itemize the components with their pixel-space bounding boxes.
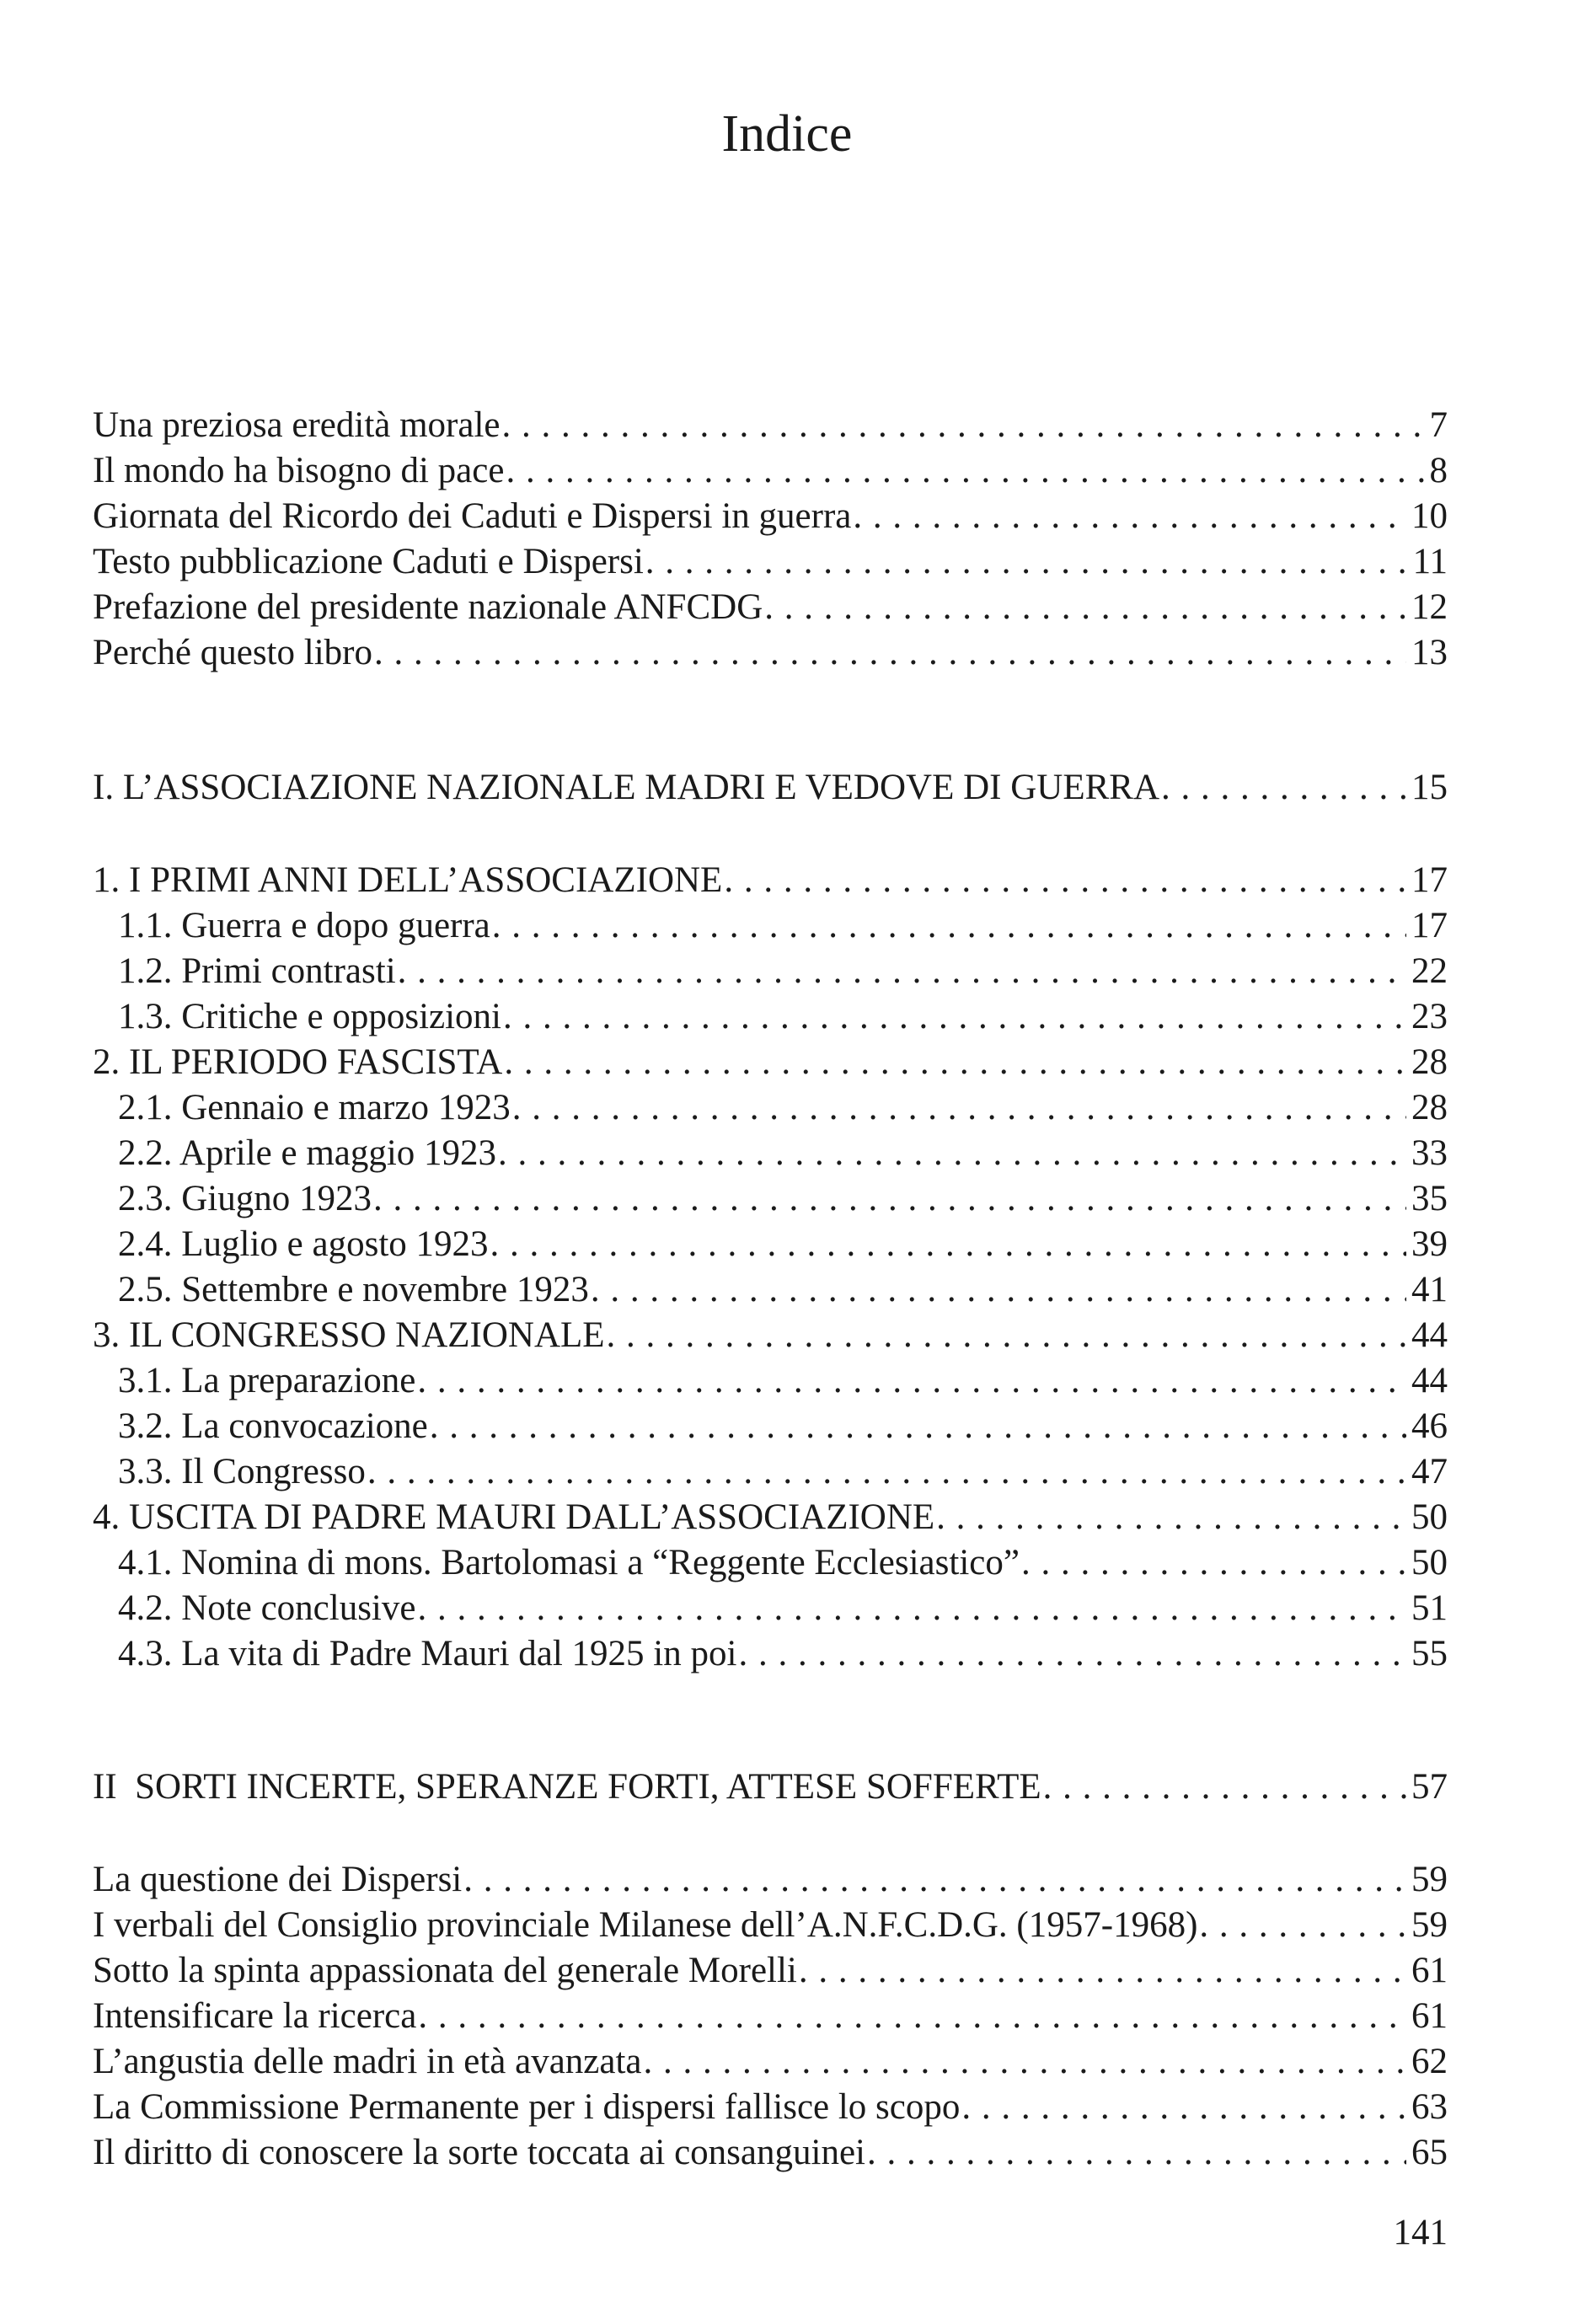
leader-dots <box>1199 1903 1406 1948</box>
toc-subsection <box>93 1404 1448 1449</box>
toc-entry-page: 46 <box>1411 1406 1448 1446</box>
toc-entry-page: 44 <box>1411 1315 1448 1355</box>
toc-subsection <box>93 1176 1448 1222</box>
toc-entry-title: 2.2. Aprile e maggio 1923 <box>118 1133 497 1173</box>
toc-entry-title: 4.1. Nomina di mons. Bartolomasi a “Reggente Ecclesiastico” <box>118 1543 1020 1582</box>
toc-entry-title: 2.5. Settembre e novembre 1923 <box>118 1270 589 1309</box>
toc-entry-title: II SORTI INCERTE, SPERANZE FORTI, ATTESE SOFFERTE <box>93 1767 1041 1807</box>
toc-entry-title: 4.3. La vita di Padre Mauri dal 1925 in poi <box>118 1634 737 1673</box>
leader-dots <box>961 2085 1406 2130</box>
toc-entry <box>93 1903 1448 1948</box>
toc-entry <box>93 1857 1448 1903</box>
leader-dots <box>374 630 1406 676</box>
toc-entry-page: 15 <box>1411 768 1448 807</box>
toc-entry-title: Giornata del Ricordo dei Caduti e Dispersi in guerra <box>93 496 852 536</box>
toc-part-heading <box>93 765 1448 811</box>
toc-entry-title: L’angustia delle madri in età avanzata <box>93 2042 642 2081</box>
leader-dots <box>417 1586 1406 1631</box>
toc-entry-title: 4. USCITA DI PADRE MAURI DALL’ASSOCIAZIONE <box>93 1497 935 1537</box>
toc-subsection <box>93 949 1448 994</box>
toc-entry-page: 55 <box>1411 1634 1448 1673</box>
toc-entry-page: 13 <box>1411 633 1448 672</box>
leader-dots <box>607 1313 1406 1358</box>
toc-entry-page: 61 <box>1411 1996 1448 2036</box>
toc-entry-title: 1.3. Critiche e opposizioni <box>118 997 502 1036</box>
toc-entry-page: 23 <box>1411 997 1448 1036</box>
toc-entry <box>93 2085 1448 2130</box>
leader-dots <box>724 858 1406 903</box>
toc-entry-title: 2.1. Gennaio e marzo 1923 <box>118 1088 511 1127</box>
toc-entry-page: 39 <box>1411 1224 1448 1264</box>
toc-entry <box>93 448 1448 494</box>
toc-entry-title: La questione dei Dispersi <box>93 1860 463 1899</box>
leader-dots <box>373 1176 1406 1222</box>
toc-entry <box>93 2039 1448 2085</box>
toc-entry <box>93 630 1448 676</box>
leader-dots <box>492 903 1406 949</box>
toc-entry-title: I. L’ASSOCIAZIONE NAZIONALE MADRI E VEDOVE DI GUERRA <box>93 768 1160 807</box>
toc-entry-title: 3. IL CONGRESSO NAZIONALE <box>93 1315 605 1355</box>
toc-entry <box>93 2130 1448 2176</box>
leader-dots <box>503 994 1406 1040</box>
toc-entry-title: 1. I PRIMI ANNI DELL’ASSOCIAZIONE <box>93 860 723 900</box>
leader-dots <box>512 1085 1406 1131</box>
toc-entry <box>93 539 1448 585</box>
toc-entry-page: 33 <box>1411 1133 1448 1173</box>
leader-dots <box>1021 1540 1406 1586</box>
toc-entry-title: Una preziosa eredità morale <box>93 405 501 445</box>
toc-entry-page: 57 <box>1411 1767 1448 1807</box>
toc-part-2-heading <box>93 1764 1448 1810</box>
toc-entry-page: 7 <box>1429 405 1448 445</box>
toc-entry-page: 28 <box>1411 1088 1448 1127</box>
leader-dots <box>498 1131 1406 1176</box>
toc-entry-title: 2.4. Luglio e agosto 1923 <box>118 1224 489 1264</box>
leader-dots <box>504 1040 1406 1085</box>
toc-entry <box>93 1994 1448 2039</box>
toc-entry-page: 11 <box>1412 542 1448 581</box>
toc-entry-title: 1.2. Primi contrasti <box>118 951 396 991</box>
leader-dots <box>367 1449 1406 1495</box>
leader-dots <box>867 2130 1406 2176</box>
leader-dots <box>591 1267 1406 1313</box>
leader-dots <box>490 1222 1406 1267</box>
toc-entry-title: 3.3. Il Congresso <box>118 1452 366 1491</box>
leader-dots <box>936 1495 1406 1540</box>
toc-chapter <box>93 858 1448 903</box>
toc-entry <box>93 494 1448 539</box>
toc-entry-title: I verbali del Consiglio provinciale Milanese dell’A.N.F.C.D.G. (1957-1968) <box>93 1905 1198 1945</box>
toc-entry-page: 8 <box>1429 451 1448 490</box>
toc-entry-page: 59 <box>1411 1860 1448 1899</box>
toc-chapter <box>93 1040 1448 1085</box>
leader-dots <box>463 1857 1406 1903</box>
leader-dots <box>738 1631 1406 1677</box>
toc-entry-page: 62 <box>1411 2042 1448 2081</box>
toc-entry-page: 50 <box>1411 1497 1448 1537</box>
toc-entry-title: Il mondo ha bisogno di pace <box>93 451 505 490</box>
leader-dots <box>1043 1764 1406 1810</box>
leader-dots <box>645 539 1408 585</box>
toc-entry-page: 41 <box>1411 1270 1448 1309</box>
leader-dots <box>417 1358 1406 1404</box>
toc-part-2-entries <box>93 1857 1448 2176</box>
toc-subsection <box>93 1267 1448 1313</box>
toc-entry-page: 44 <box>1411 1361 1448 1400</box>
toc-subsection <box>93 994 1448 1040</box>
toc-subsection <box>93 903 1448 949</box>
toc-entry-page: 47 <box>1411 1452 1448 1491</box>
toc-entry-title: Il diritto di conoscere la sorte toccata ai consanguinei <box>93 2133 865 2172</box>
toc-entry-page: 35 <box>1411 1179 1448 1218</box>
toc-entry-page: 12 <box>1411 587 1448 627</box>
toc-entry-title: Testo pubblicazione Caduti e Dispersi <box>93 542 644 581</box>
toc-entry-page: 63 <box>1411 2087 1448 2127</box>
toc-entry-title: La Commissione Permanente per i dispersi fallisce lo scopo <box>93 2087 961 2127</box>
leader-dots <box>506 448 1424 494</box>
toc-entry-page: 22 <box>1411 951 1448 991</box>
leader-dots <box>502 403 1425 448</box>
toc-subsection <box>93 1131 1448 1176</box>
toc-subsection <box>93 1358 1448 1404</box>
toc-chapter <box>93 1495 1448 1540</box>
toc-entry-title: 3.2. La convocazione <box>118 1406 428 1446</box>
toc-entry-page: 17 <box>1411 860 1448 900</box>
leader-dots <box>644 2039 1407 2085</box>
toc-subsection <box>93 1631 1448 1677</box>
toc-front-matter <box>93 403 1448 676</box>
toc-entry-title: 4.2. Note conclusive <box>118 1588 416 1628</box>
toc-entry-title: Sotto la spinta appassionata del generale Morelli <box>93 1951 797 1990</box>
toc-subsection <box>93 1540 1448 1586</box>
toc-entry-page: 51 <box>1411 1588 1448 1628</box>
leader-dots <box>764 585 1406 630</box>
toc-entry-page: 28 <box>1411 1042 1448 1082</box>
toc-subsection <box>93 1449 1448 1495</box>
toc-entry-page: 65 <box>1411 2133 1448 2172</box>
toc-subsection <box>93 1222 1448 1267</box>
toc-entry <box>93 403 1448 448</box>
leader-dots <box>418 1994 1406 2039</box>
toc-entry-page: 59 <box>1411 1905 1448 1945</box>
leader-dots <box>398 949 1406 994</box>
toc-entry-title: 2.3. Giugno 1923 <box>118 1179 372 1218</box>
leader-dots <box>853 494 1406 539</box>
leader-dots <box>430 1404 1406 1449</box>
toc-subsection <box>93 1085 1448 1131</box>
leader-dots <box>799 1948 1406 1994</box>
toc-entry-title: Prefazione del presidente nazionale ANFCDG <box>93 587 763 627</box>
toc-entry-page: 17 <box>1411 906 1448 945</box>
toc-entry-page: 10 <box>1411 496 1448 536</box>
toc-entry <box>93 585 1448 630</box>
toc-part-heading <box>93 1764 1448 1810</box>
toc-entry-page: 50 <box>1411 1543 1448 1582</box>
page-number: 141 <box>1393 2213 1448 2252</box>
toc-entry-title: Perché questo libro <box>93 633 372 672</box>
toc-entry-title: 3.1. La preparazione <box>118 1361 416 1400</box>
toc-entry-title: 1.1. Guerra e dopo guerra <box>118 906 490 945</box>
toc-entry-title: 2. IL PERIODO FASCISTA <box>93 1042 503 1082</box>
page-title: Indice <box>721 105 853 163</box>
leader-dots <box>1161 765 1406 811</box>
toc-chapter <box>93 1313 1448 1358</box>
toc-part-1-entries <box>93 858 1448 1677</box>
toc-part-1-heading <box>93 765 1448 811</box>
toc-entry-page: 61 <box>1411 1951 1448 1990</box>
toc-entry <box>93 1948 1448 1994</box>
toc-entry-title: Intensificare la ricerca <box>93 1996 417 2036</box>
toc-subsection <box>93 1586 1448 1631</box>
